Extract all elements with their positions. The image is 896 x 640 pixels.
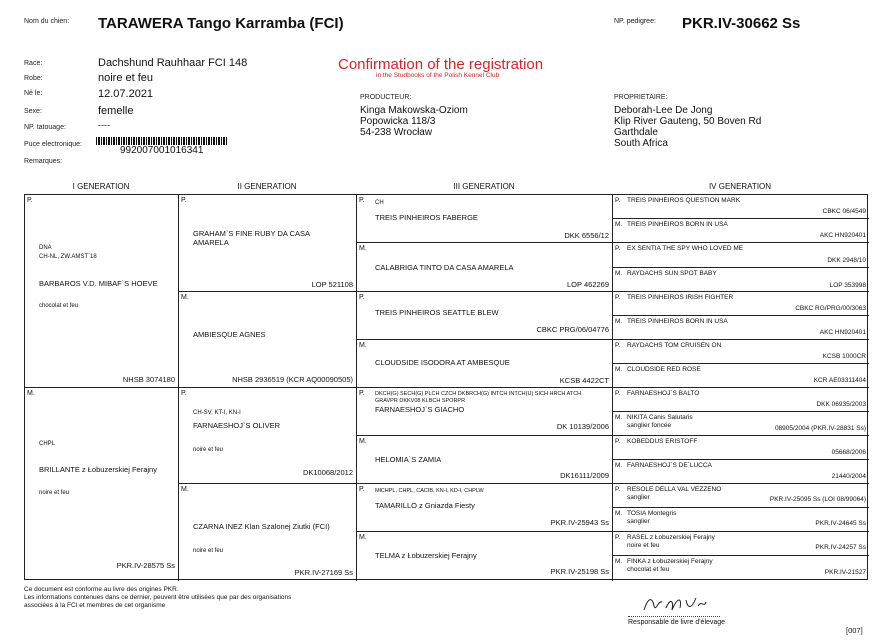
gen4-cell-13: P. RESOLE DELLA VAL VEZZENO sanglier PKR.IV-25095 Ss (LOI 08/99064) — [613, 484, 869, 508]
dog-name: TARAWERA Tango Karramba (FCI) — [98, 15, 344, 32]
breeder-label: PRODUCTEUR: — [360, 94, 412, 101]
robe-label: Robe: — [24, 75, 43, 82]
owner-label: PROPRIETAIRE: — [614, 94, 668, 101]
gen4-cell-9: P. FARNAESHOJ`S BALTO DKK 06935/2003 — [613, 388, 869, 412]
breeder-address: Kinga Makowska-Oziom Popowicka 118/3 54-238 Wrocław — [360, 105, 468, 138]
gen4-cell-16: M. FINKA z Łobuzerskiej Ferajny chocolat et feu PKR.IV-21527 — [615, 558, 866, 576]
remarks-label: Remarques: — [24, 158, 63, 165]
gen1-sire: P. DNA CH-NL, ZW.AMST`18 BARBAROS V.D. MIBAF`S HOEVE chocolat et feu NHSB 3074180 — [25, 195, 179, 388]
pedigree-label: NP. pedigree: — [614, 18, 656, 25]
page-code: [007] — [846, 626, 863, 635]
robe-value: noire et feu — [98, 72, 154, 84]
gen2-cell-2: M. AMBIESQUE AGNES NHSB 2936519 (KCR AQ00090505) — [179, 292, 357, 388]
gen2-cell-1: P. GRAHAM`S FINE RUBY DA CASA AMARELA LOP 521108 — [179, 195, 357, 292]
chip-label: Puce electronique: — [24, 141, 82, 148]
gen3-cell-3: P. TREIS PINHEIROS SEATTLE BLEW CBKC PRG/06/04776 — [357, 292, 613, 340]
gen4-cell-11: P. KOBEDDUS ERISTOFF 05668/2006 — [613, 436, 869, 460]
gen3-cell-2: M. CALABRIGA TINTO DA CASA AMARELA LOP 462269 — [357, 243, 613, 292]
race-value: Dachshund Rauhhaar FCI 148 — [98, 57, 248, 69]
gen4-cell-12: M. FARNAESHOJ`S DE`LUCCA 21440/2004 — [613, 460, 869, 484]
born-value: 12.07.2021 — [98, 88, 154, 100]
owner-address: Deborah-Lee De Jong Klip River Gauteng, 50 Boven Rd Garthdale South Africa — [614, 105, 762, 149]
gen3-cell-1: P. CH TREIS PINHEIROS FABERGE DKK 6556/12 — [357, 195, 613, 243]
race-label: Race: — [24, 60, 43, 67]
gen3-cell-6: M. HELOMIA`S ZAMIA DK16111/2009 — [357, 436, 613, 484]
tattoo-value: ---- — [98, 120, 110, 130]
pedigree-table — [24, 194, 868, 580]
gen3-cell-5: P. DKCH(G) SECH(G) PLCH CZCH DKBRCH(G) INTCH INTCH(U) SICH HRCH ATCH GRAVPR DKKV08 KLBCH SPORPR FARNAESHOJ`S GIACHO DK 10139/2006 — [357, 388, 613, 436]
signature-line — [628, 616, 720, 617]
gen4-cell-4: M. RAYDACHS SUN SPOT BABY LOP 353998 — [613, 268, 869, 292]
signer-label: Responsable de livre d'élevage — [628, 619, 726, 626]
gen4-cell-5: P. TREIS PINHEIROS IRISH FIGHTER CBKC RG/PRG/00/3063 — [613, 292, 869, 316]
pedigree-number: PKR.IV-30662 Ss — [682, 15, 801, 32]
generation-2-header: II GENERATION — [237, 182, 297, 191]
tattoo-label: NP. tatouage: — [24, 124, 66, 131]
gen3-cell-4: M. CLOUDSIDE ISODORA AT AMBESQUE KCSB 4422CT — [357, 340, 613, 388]
sex-label: Sexe: — [24, 108, 42, 115]
generation-4-header: IV GENERATION — [708, 182, 772, 191]
gen3-cell-8: M. TELMA z Łobuzerskiej Ferajny PKR.IV-25198 Ss — [357, 532, 613, 581]
gen4-cell-14: M. TOSIA Montegris sanglier PKR.IV-24645 Ss — [613, 508, 869, 532]
chip-value: 992007001016341 — [120, 145, 204, 156]
gen4-cell-8: M. CLOUDSIDE RED ROSE KCR AE03311404 — [613, 364, 869, 388]
gen4-cell-2: M. TREIS PINHEIROS BORN IN USA AKC HN920401 — [613, 219, 869, 243]
gen4-cell-3: P. EX SENTIA THE SPY WHO LOVED ME DKK 2948/10 — [613, 243, 869, 268]
gen4-cell-1: P. TREIS PINHEIROS QUESTION MARK CBKC 06/4549 — [613, 195, 869, 219]
gen2-cell-4: M. CZARNA INEZ Klan Szalonej Ziutki (FCI) noire et feu PKR.IV-27169 Ss — [179, 484, 357, 581]
signature-image — [640, 590, 710, 616]
gen4-cell-7: P. RAYDACHS TOM CRUISEN ON KCSB 1000CR — [613, 340, 869, 364]
footer-notice: Ce document est conforme au livre des origines PKR. Les informations contenues dans ce dernier, peuvent être utilisées que par des organisations associées à la FCI et membres de cet organisme — [24, 586, 292, 609]
gen4-cell-10: M. NIKITA Canis Salutaris sanglier foncée 08905/2004 (PKR.IV-28831 Ss) — [613, 412, 869, 436]
confirmation-subtitle: in the Studbooks of the Polish Kennel Club — [376, 72, 500, 79]
gen4-cell-15: P. RASEL z Łobuzerskiej Ferajny noire et feu PKR.IV-24257 Ss — [613, 532, 869, 556]
generation-3-header: III GENERATION — [453, 182, 515, 191]
gen3-cell-7: P. MłCHPL, CHPL, CACIB, KN-I, KD-I, CHPLW TAMARILLO z Gniazda Fiesty PKR.IV-25943 Ss — [357, 484, 613, 532]
confirmation-title: Confirmation of the registration — [338, 56, 544, 73]
generation-1-header: I GENERATION — [72, 182, 130, 191]
name-label: Nom du chien: — [24, 18, 70, 25]
gen1-dam: M. CHPL BRILLANTE z Łobuzerskiej Ferajny noire et feu PKR.IV-28575 Ss — [25, 388, 179, 581]
sex-value: femelle — [98, 105, 134, 117]
born-label: Né le: — [24, 90, 43, 97]
gen4-cell-6: M. TREIS PINHEIROS BORN IN USA AKC HN920401 — [613, 316, 869, 340]
gen2-cell-3: P. CH-SV, KT-I, KN-I FARNAESHOJ`S OLIVER noire et feu DK10068/2012 — [179, 388, 357, 484]
chip-barcode — [96, 137, 228, 145]
